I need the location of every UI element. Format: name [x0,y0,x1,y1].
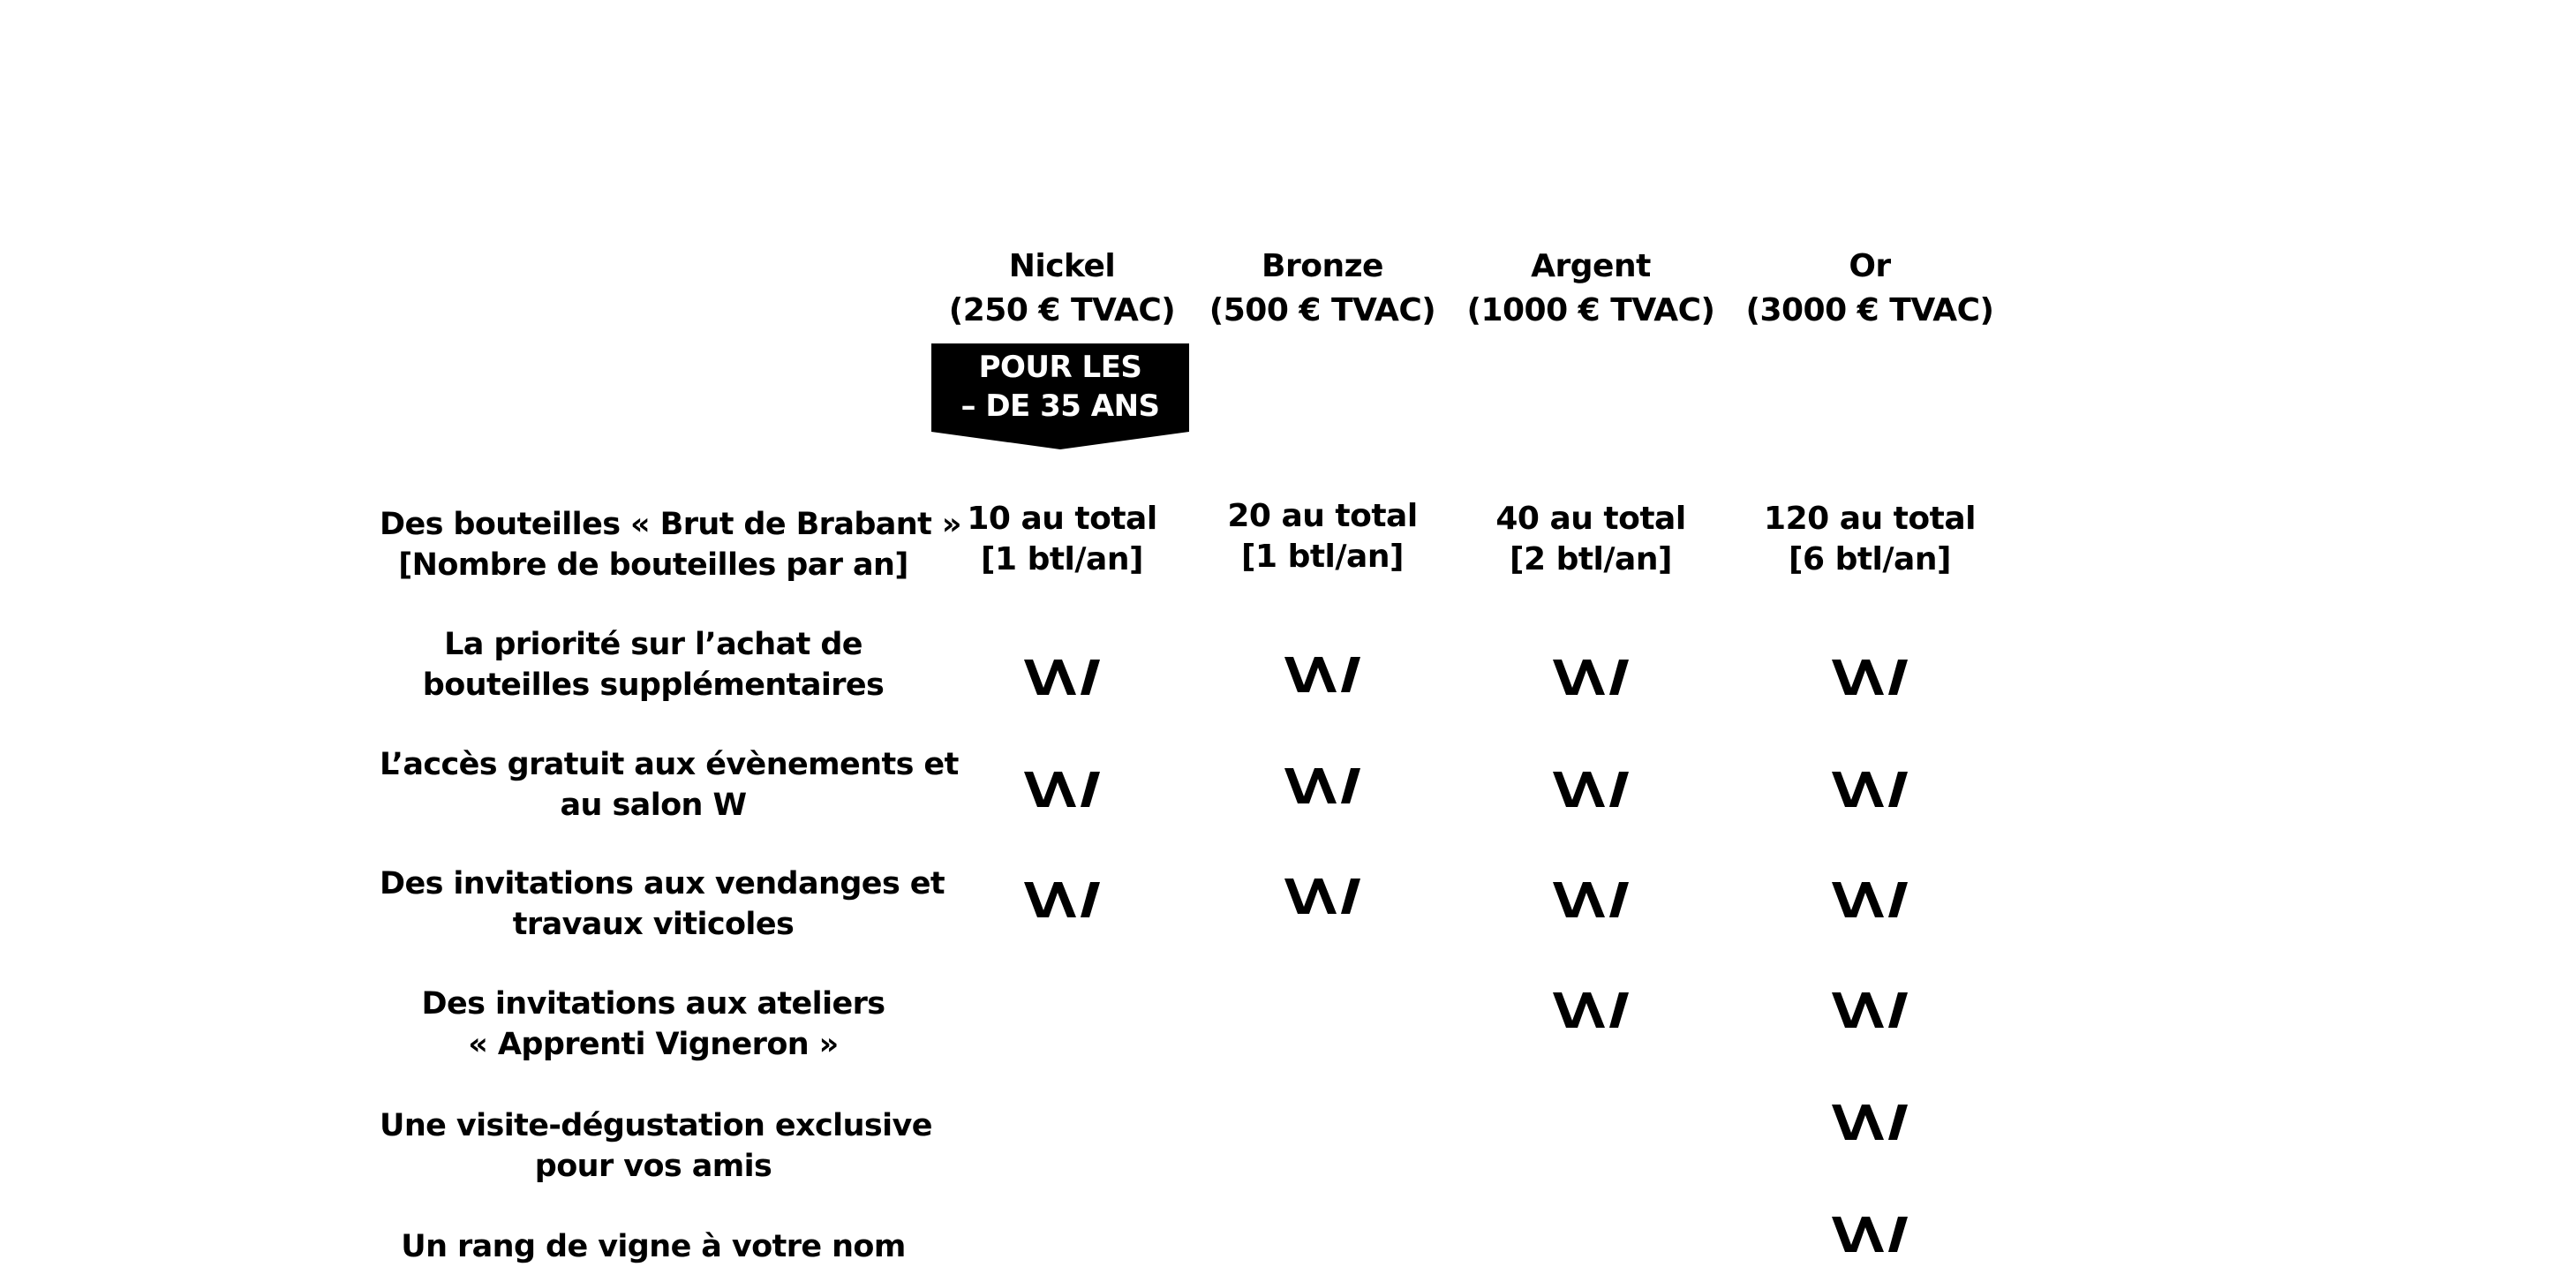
w-logo-icon [1830,991,1909,1029]
tier-name: Nickel [1008,248,1116,284]
tier-header-or [1737,245,2002,333]
feature-line-2: travaux viticoles [512,907,795,942]
w-logo-icon [1830,1103,1909,1142]
bottles-total: 120 au total [1764,501,1976,537]
feature-line-2: « Apprenti Vigneron » [468,1027,839,1062]
w-logo-icon [1022,658,1102,697]
tier-price: (250 € TVAC) [948,292,1176,328]
w-logo-icon [1551,770,1631,809]
feature-line-1: Des invitations aux ateliers [421,986,885,1022]
w-logo-icon [1830,658,1909,697]
w-logo-icon [1283,877,1362,916]
feature-line-1: Une visite-dégustation exclusive [380,1108,932,1143]
bottles-total: 20 au total [1227,498,1418,534]
w-logo-icon [1551,658,1631,697]
badge-label [931,348,1189,426]
w-logo-icon [1830,880,1909,919]
bottles-nickel [938,499,1186,580]
feature-priority [380,624,927,705]
tier-price: (1000 € TVAC) [1466,292,1715,328]
badge-line-2: – DE 35 ANS [960,388,1160,424]
bottles-per-year: [1 btl/an] [981,541,1143,577]
feature-line-1: Des bouteilles « Brut de Brabant » [380,507,961,542]
feature-line-2: pour vos amis [534,1149,772,1184]
tier-header-bronze [1190,245,1455,333]
bottles-per-year: [2 btl/an] [1510,541,1672,577]
bottles-or [1746,499,1993,580]
feature-line-1: Un rang de vigne à votre nom [401,1229,906,1264]
bottles-per-year: [6 btl/an] [1789,541,1951,577]
w-logo-icon [1283,655,1362,694]
tier-header-argent [1458,245,1723,333]
feature-line-2: au salon W [560,788,747,823]
bottles-bronze [1199,496,1446,577]
badge-line-1: POUR LES [978,350,1142,385]
feature-vine-row [380,1226,927,1267]
tier-price: (3000 € TVAC) [1745,292,1994,328]
bottles-per-year: [1 btl/an] [1241,539,1404,575]
w-logo-icon [1551,880,1631,919]
feature-private-tasting [380,1105,932,1187]
tier-header-nickel [930,245,1194,333]
feature-line-1: Des invitations aux vendanges et [380,866,945,901]
feature-free-events [380,744,959,826]
tier-name: Or [1849,248,1891,284]
w-logo-icon [1830,1215,1909,1254]
feature-line-2: bouteilles supplémentaires [422,667,885,703]
bottles-argent [1467,499,1714,580]
tier-name: Bronze [1262,248,1383,284]
bottles-total: 10 au total [967,501,1157,537]
w-logo-icon [1283,766,1362,805]
feature-line-1: L’accès gratuit aux évènements et [380,747,959,782]
feature-harvest-invites [380,864,945,945]
w-logo-icon [1022,880,1102,919]
tier-name: Argent [1531,248,1651,284]
feature-line-1: La priorité sur l’achat de [444,627,862,662]
w-logo-icon [1022,770,1102,809]
w-logo-icon [1830,770,1909,809]
under-35-badge [931,343,1189,449]
feature-line-2: [Nombre de bouteilles par an] [398,547,908,583]
bottles-total: 40 au total [1495,501,1686,537]
feature-workshops [380,984,927,1065]
feature-bottles [380,504,961,585]
tier-price: (500 € TVAC) [1209,292,1436,328]
w-logo-icon [1551,991,1631,1029]
